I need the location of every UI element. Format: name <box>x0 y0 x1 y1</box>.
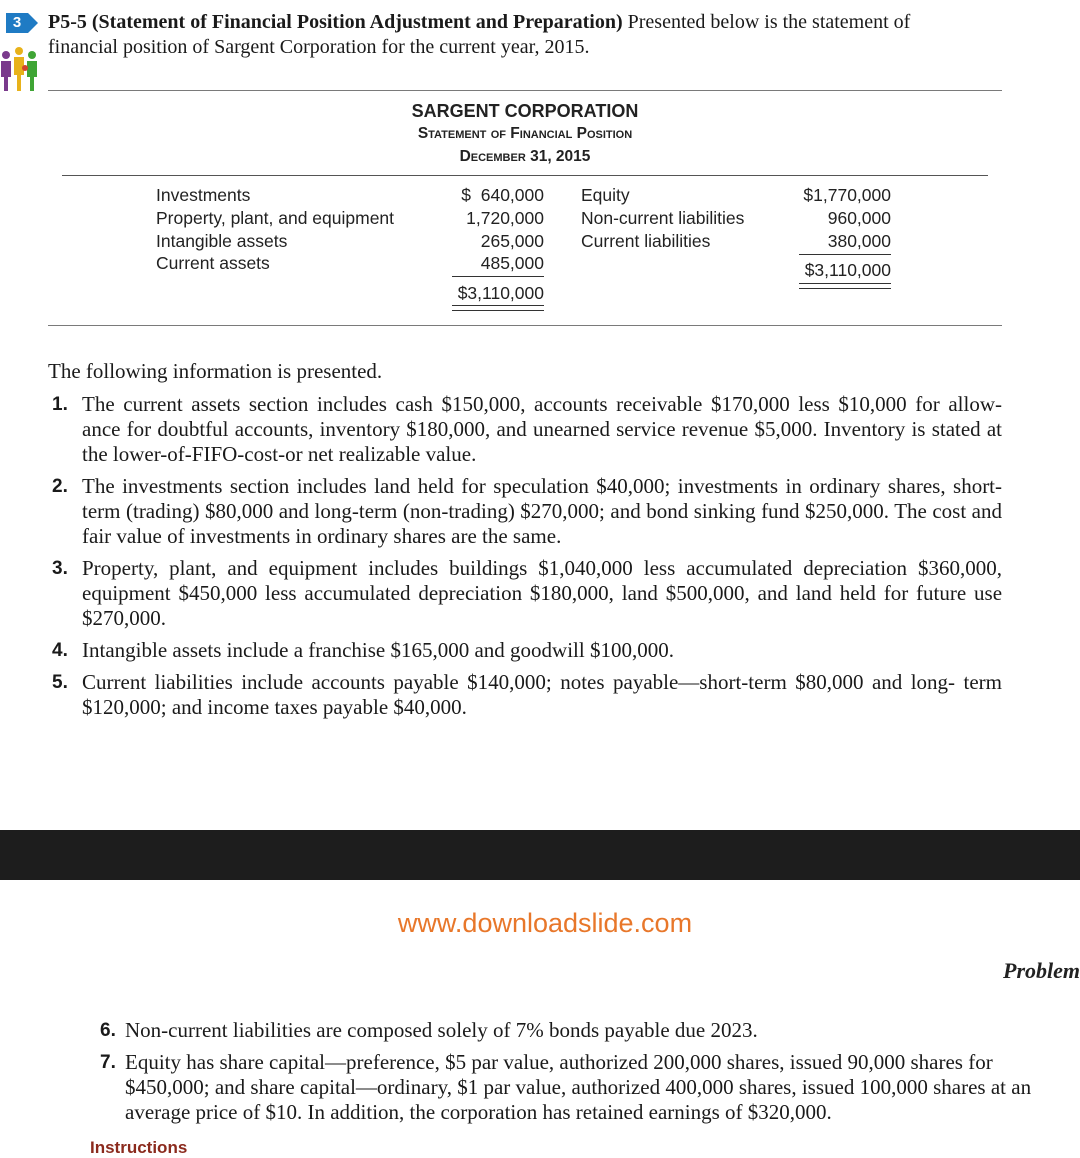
asset-amount: 1,720,000 <box>466 208 544 228</box>
asset-amount: $ 640,000 <box>461 185 544 205</box>
badge-arrow-icon <box>28 13 38 33</box>
item-number: 1. <box>52 394 68 415</box>
equity-liability-amount: 380,000 <box>827 231 891 251</box>
item-text: Current liabilities include accounts payable $140,000; notes payable—short-term $80,000 and long- <box>82 670 956 694</box>
item-text: equipment $450,000 less accumulated depreciation $180,000, land $500,000, and land held for future <box>82 581 967 605</box>
asset-label: Current assets <box>156 253 270 273</box>
list-item <box>50 556 1002 631</box>
difficulty-badge: 3 <box>6 13 28 33</box>
item-text: Property, plant, and equipment includes buildings $1,040,000 less accumulated depreciation $360,000, <box>82 556 1002 580</box>
problem-heading <box>48 10 1058 60</box>
list-item <box>50 392 1002 467</box>
item-number: 6. <box>100 1020 116 1041</box>
item-text: stated at the lower-of-FIFO-cost-or net realizable value. <box>82 417 1003 466</box>
equity-liability-label: Current liabilities <box>581 231 711 251</box>
problem-lead-1: Presented below is the statement of <box>622 11 911 33</box>
liability-subtotal-rule <box>799 254 891 255</box>
asset-amount: 265,000 <box>480 231 544 251</box>
page-break-band <box>0 830 1080 880</box>
asset-subtotal-rule <box>452 276 544 277</box>
list-item <box>98 1050 1050 1125</box>
item-text: The investments section includes land held for speculation $40,000; investments in ordinary shares, <box>82 474 946 498</box>
asset-total: $3,110,000 <box>457 283 544 303</box>
problem-lead-2: financial position of Sargent Corporation for the current year, 2015. <box>48 36 590 58</box>
asset-label: Property, plant, and equipment <box>156 208 395 228</box>
asset-label: Intangible assets <box>156 231 288 251</box>
item-number: 7. <box>100 1052 116 1073</box>
problem-code: P5-5 <box>48 11 87 33</box>
item-text: Intangible assets include a franchise $165,000 and goodwill $100,000. <box>82 638 674 662</box>
item-text: term $120,000; and income taxes payable $40,000. <box>82 670 1003 719</box>
equity-liability-total: $3,110,000 <box>804 260 891 280</box>
info-intro: The following information is presented. <box>48 359 383 383</box>
asset-total-double-rule <box>452 305 544 311</box>
list-item <box>50 638 1002 663</box>
people-icon <box>0 40 40 102</box>
equity-liability-amount: $1,770,000 <box>803 185 891 205</box>
running-head: Problem <box>1003 958 1080 983</box>
instructions-heading: Instructions <box>90 1138 188 1157</box>
item-text: The current assets section includes cash $150,000, accounts receivable $170,000 less $10,000 for allow- <box>82 392 1002 416</box>
list-item <box>50 474 1002 549</box>
top-rule <box>48 90 1002 91</box>
info-list <box>50 392 1002 727</box>
equity-liability-label: Non-current liabilities <box>581 208 745 228</box>
company-name: SARGENT CORPORATION <box>411 101 639 121</box>
bottom-rule <box>48 325 1002 326</box>
asset-label: Investments <box>156 185 251 205</box>
item-text: Equity has share capital—preference, $5 par value, authorized 200,000 shares, issued 90,000 shares for <box>125 1050 993 1074</box>
item-number: 2. <box>52 476 68 497</box>
item-text: $450,000; and share capital—ordinary, $1 par value, authorized 400,000 shares, issued 100,000 shares at <box>125 1075 1006 1099</box>
equity-liability-amount: 960,000 <box>827 208 891 228</box>
item-text: short-term (trading) $80,000 and long-term (non-trading) $270,000; and bond sinking fund $250,000. <box>82 474 1003 523</box>
statement-title: Statement of Financial Position <box>417 125 633 142</box>
asset-amount: 485,000 <box>480 253 544 273</box>
list-item <box>50 670 1002 720</box>
list-item <box>98 1018 1050 1043</box>
item-text: use $270,000. <box>82 581 1003 630</box>
item-text: The cost and fair value of investments in ordinary shares are the same. <box>82 499 1002 548</box>
item-number: 3. <box>52 558 68 579</box>
watermark-text: www.downloadslide.com <box>397 908 693 938</box>
header-rule <box>62 175 988 176</box>
item-text: an average price of $10. In addition, the corporation has retained earnings of $320,000. <box>125 1075 1032 1124</box>
statement-date: December 31, 2015 <box>459 148 591 165</box>
liability-total-double-rule <box>799 283 891 289</box>
item-number: 5. <box>52 672 68 693</box>
item-text: Non-current liabilities are composed solely of 7% bonds payable due 2023. <box>125 1018 758 1042</box>
item-number: 4. <box>52 640 68 661</box>
item-text: ance for doubtful accounts, inventory $180,000, and unearned service revenue $5,000. Inventory is <box>82 417 926 441</box>
equity-liability-label: Equity <box>581 185 630 205</box>
problem-title: (Statement of Financial Position Adjustment and Preparation) <box>91 11 623 33</box>
info-list-continued <box>98 1018 1050 1132</box>
